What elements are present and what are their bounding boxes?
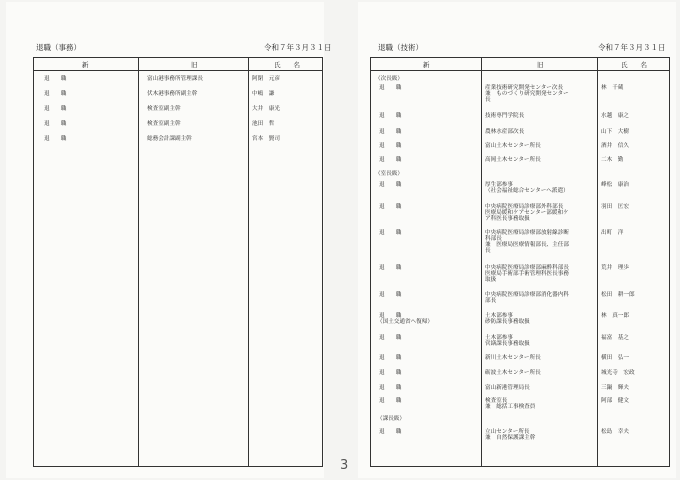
row-old: 富山新港管理局長 — [485, 385, 530, 391]
col-old: 旧 — [191, 61, 198, 69]
row-new: 退 職 — [379, 265, 402, 271]
right-table — [370, 57, 670, 467]
row-new: 退 職 — [379, 370, 402, 376]
row-old: 砺波土木センター所長 — [485, 370, 541, 376]
row-old: 富山土木センター所長 — [485, 143, 541, 149]
row-old-line: 長 — [485, 97, 491, 103]
row-name: 二木 勤 — [601, 157, 624, 163]
row-old-line: 医療局手術部手術管理科医長事務 — [485, 271, 569, 277]
row-old: 土木部参事 — [485, 335, 513, 341]
row-name: 福富 基之 — [601, 335, 629, 341]
row-old: 農林水産部次長 — [485, 129, 525, 135]
row-old: 総務会計課副主幹 — [147, 136, 192, 142]
row-old: 検査室副主幹 — [147, 121, 181, 127]
row-old-line: 部長 — [485, 298, 497, 304]
row-old-line: 兼 医療局医療情報部長、主任部 — [485, 242, 569, 248]
row-new: 退 職 — [379, 143, 402, 149]
row-new-note: （国土交通省へ復帰） — [377, 319, 433, 325]
row-name: 林 真一郎 — [601, 313, 629, 319]
row-new: 退 職 — [44, 106, 67, 112]
right-page — [358, 2, 676, 478]
row-old-line: 長 — [485, 248, 491, 254]
page-number: 3 — [340, 458, 349, 473]
row-old-line: 医療局緩和ケアセンター部緩和ケ — [485, 210, 569, 216]
row-old: 厚生部参事 — [485, 182, 513, 188]
row-old-line: 営繕課長事務取扱 — [485, 341, 530, 347]
row-old: 産業技術研究開発センター次長 — [485, 85, 564, 91]
left-page-date: 令和７年３月３１日 — [264, 43, 332, 52]
row-name: 阿部 健文 — [601, 398, 629, 404]
row-name: 出町 洋 — [601, 230, 624, 236]
left-table — [33, 57, 323, 467]
row-old: 新川土木センター所長 — [485, 355, 541, 361]
col-name: 氏 名 — [274, 61, 300, 69]
row-old-line: ア科医長事務取扱 — [485, 216, 530, 222]
col-new: 新 — [423, 61, 430, 69]
row-new: 退 職 — [44, 136, 67, 142]
row-new: 退 職 — [379, 335, 402, 341]
row-name: 大井 康光 — [252, 106, 280, 112]
row-old: 富山港事務所管理課長 — [147, 76, 203, 82]
row-old: 高岡土木センター所長 — [485, 157, 541, 163]
row-old: 立山センター所長 — [485, 429, 530, 435]
row-old: 中央病院医療局診療部麻酔科部長 — [485, 265, 569, 271]
row-new: 退 職 — [379, 429, 402, 435]
row-old: 伏木港事務所副主幹 — [147, 91, 198, 97]
row-old-line: 砂防課長事務取扱 — [485, 319, 530, 325]
row-new: 退 職 — [44, 121, 67, 127]
row-new: 退 職 — [379, 313, 402, 319]
row-new: 退 職 — [379, 204, 402, 210]
row-old: 検査室副主幹 — [147, 106, 181, 112]
row-old-line: （社会福祉総合センターへ派遣） — [485, 188, 569, 194]
left-page — [6, 2, 332, 478]
row-new: 退 職 — [44, 76, 67, 82]
row-name: 三鍋 輝夫 — [601, 385, 629, 391]
row-old: 検査室長 — [485, 398, 508, 404]
row-old-line: 兼 自然保護課主幹 — [485, 435, 536, 441]
col-new: 新 — [82, 61, 89, 69]
row-new: 退 職 — [379, 355, 402, 361]
row-name: 林 千蔵 — [601, 85, 624, 91]
row-old: 中央病院医療局診療部消化器内科 — [485, 292, 569, 298]
right-table-header — [371, 58, 669, 71]
row-name: 峰松 康治 — [601, 182, 629, 188]
row-name: 城光寺 宏政 — [601, 370, 635, 376]
row-new: 退 職 — [379, 113, 402, 119]
row-name: 山下 大樹 — [601, 129, 629, 135]
section-label: （室長級） — [375, 171, 403, 177]
col-old: 旧 — [537, 61, 544, 69]
row-new: 退 職 — [379, 85, 402, 91]
left-table-header — [34, 58, 322, 71]
row-old: 中央病院医療局診療部放射線診断 — [485, 230, 569, 236]
right-page-date: 令和７年３月３１日 — [598, 43, 666, 52]
section-label: （課長級） — [377, 416, 405, 422]
right-page-title: 退職（技術） — [378, 43, 423, 52]
row-name: 宮本 賢司 — [252, 136, 280, 142]
row-old-line: 兼 ものづくり研究開発センター — [485, 91, 569, 97]
row-new: 退 職 — [379, 157, 402, 163]
row-new: 退 職 — [379, 182, 402, 188]
row-new: 退 職 — [379, 292, 402, 298]
row-old: 技術専門学院長 — [485, 113, 525, 119]
row-name: 松島 幸夫 — [601, 429, 629, 435]
row-old-line: 兼 総括工事検査員 — [485, 404, 536, 410]
row-name: 阿閉 元彦 — [252, 76, 280, 82]
row-name: 池田 哲 — [252, 121, 275, 127]
row-new: 退 職 — [379, 398, 402, 404]
row-name: 横田 弘一 — [601, 355, 629, 361]
row-old-line: 取扱 — [485, 277, 497, 283]
row-name: 中嶋 謙 — [252, 91, 275, 97]
row-new: 退 職 — [379, 129, 402, 135]
row-old: 土木部参事 — [485, 313, 513, 319]
row-name: 羽田 匡宏 — [601, 204, 629, 210]
left-page-title: 退職（事務） — [36, 43, 81, 52]
row-old-line: 科部長 — [485, 236, 502, 242]
row-old: 中央病院医療局診療部外科部長 — [485, 204, 564, 210]
row-name: 松田 耕一郎 — [601, 292, 635, 298]
row-name: 水越 康之 — [601, 113, 629, 119]
row-name: 酒井 信久 — [601, 143, 629, 149]
row-new: 退 職 — [379, 385, 402, 391]
section-label: （次長級） — [375, 76, 403, 82]
row-new: 退 職 — [379, 230, 402, 236]
row-name: 荒井 理歩 — [601, 265, 629, 271]
row-new: 退 職 — [44, 91, 67, 97]
col-name: 氏 名 — [621, 61, 647, 69]
